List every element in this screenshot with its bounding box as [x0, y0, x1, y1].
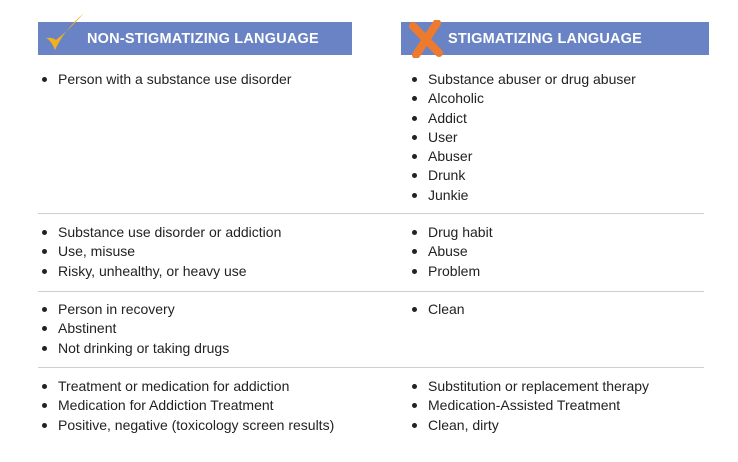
row-3-stigmatizing-list — [410, 300, 465, 319]
list-item: Person in recovery — [40, 300, 229, 319]
list-item: Drug habit — [410, 223, 493, 242]
stigmatizing-header — [401, 22, 709, 55]
row-4-stigmatizing-list — [410, 377, 649, 435]
row-1-stigmatizing-list — [410, 70, 636, 205]
non-stigmatizing-header-label: NON-STIGMATIZING LANGUAGE — [87, 31, 319, 47]
list-item: Abuse — [410, 242, 493, 261]
stigmatizing-header-label: STIGMATIZING LANGUAGE — [448, 31, 643, 47]
list-item: Alcoholic — [410, 89, 636, 108]
row-2-non-stigmatizing-list — [40, 223, 281, 281]
list-item: Treatment or medication for addiction — [40, 377, 334, 396]
list-item: Drunk — [410, 166, 636, 185]
row-divider — [38, 367, 704, 368]
list-item: Addict — [410, 109, 636, 128]
list-item: Substance abuser or drug abuser — [410, 70, 636, 89]
row-divider — [38, 213, 704, 214]
list-item: Clean — [410, 300, 465, 319]
row-divider — [38, 291, 704, 292]
checkmark-icon — [42, 10, 88, 56]
row-3-non-stigmatizing-list — [40, 300, 229, 358]
list-item: Junkie — [410, 186, 636, 205]
list-item: Medication for Addiction Treatment — [40, 396, 334, 415]
list-item: Substitution or replacement therapy — [410, 377, 649, 396]
list-item: Abstinent — [40, 319, 229, 338]
list-item: Use, misuse — [40, 242, 281, 261]
list-item: User — [410, 128, 636, 147]
list-item: Risky, unhealthy, or heavy use — [40, 262, 281, 281]
row-4-non-stigmatizing-list — [40, 377, 334, 435]
list-item: Problem — [410, 262, 493, 281]
row-2-stigmatizing-list — [410, 223, 493, 281]
list-item: Substance use disorder or addiction — [40, 223, 281, 242]
list-item: Medication-Assisted Treatment — [410, 396, 649, 415]
list-item: Clean, dirty — [410, 416, 649, 435]
list-item: Not drinking or taking drugs — [40, 339, 229, 358]
row-1-non-stigmatizing-list — [40, 70, 291, 89]
list-item: Abuser — [410, 147, 636, 166]
x-mark-icon — [408, 20, 444, 58]
list-item: Positive, negative (toxicology screen results) — [40, 416, 334, 435]
list-item: Person with a substance use disorder — [40, 70, 291, 89]
